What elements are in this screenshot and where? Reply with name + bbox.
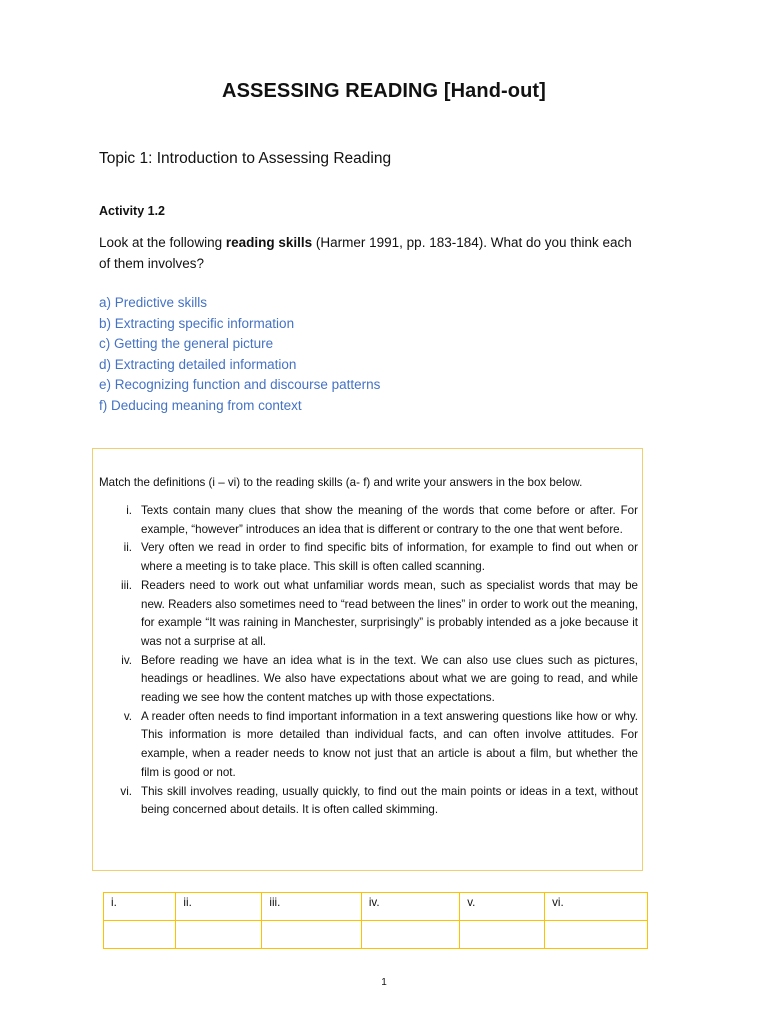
answer-cell-iv[interactable] <box>361 921 459 949</box>
definition-text: Very often we read in order to find specific bits of information, for example to find out when or where a meeting is to take place. This skill is often called scanning. <box>141 541 638 574</box>
intro-text-after: (Harmer 1991, pp. 183-184). What do you think each of them involves? <box>99 235 632 271</box>
answer-cell-iii[interactable] <box>262 921 361 949</box>
answer-cell-v[interactable] <box>460 921 545 949</box>
answer-header-ii: ii. <box>176 893 262 921</box>
definition-text: Readers need to work out what unfamiliar words mean, such as specialist words that may be new. Readers also sometimes need to “read between the lines” in order to work out the meaning, for example “It was raining in Manchester, surprisingly” is probably intended as a joke because it was not a surprise at all. <box>141 578 638 648</box>
definition-number: iv. <box>121 653 132 667</box>
answer-table-header-row <box>104 893 648 921</box>
definition-number: ii. <box>123 541 132 555</box>
reading-skills-list <box>99 293 380 417</box>
intro-paragraph <box>99 232 639 274</box>
answer-header-vi: vi. <box>545 893 648 921</box>
page-number: 1 <box>381 977 387 988</box>
page-title: ASSESSING READING [Hand-out] <box>222 80 546 102</box>
answer-table-input-row <box>104 921 648 949</box>
definition-text: This skill involves reading, usually quickly, to find out the main points or ideas in a text, without being concerned about details. It is often called skimming. <box>141 784 638 817</box>
definition-item <box>100 652 638 708</box>
skill-item-d: d) Extracting detailed information <box>99 356 297 372</box>
skill-item-b: b) Extracting specific information <box>99 315 295 331</box>
definition-number: v. <box>123 709 132 723</box>
definition-number: iii. <box>121 578 132 592</box>
definition-text: Before reading we have an idea what is in the text. We can also use clues such as pictures, headings or headlines. We also have expectations about what we are going to read, and while reading we see how the content matches up with those expectations. <box>141 653 638 705</box>
answer-header-v: v. <box>460 893 545 921</box>
definition-item <box>100 783 638 820</box>
skill-item-f: f) Deducing meaning from context <box>99 397 302 413</box>
definition-number: i. <box>126 504 132 517</box>
skill-item-e: e) Recognizing function and discourse patterns <box>99 377 381 393</box>
answer-table <box>103 892 648 949</box>
answer-cell-vi[interactable] <box>545 921 648 949</box>
skill-item-a: a) Predictive skills <box>99 295 208 310</box>
match-instruction: Match the definitions (i – vi) to the reading skills (a- f) and write your answers in the box below. <box>99 476 583 489</box>
definition-text: A reader often needs to find important information in a text answering questions like how or why. This information is more detailed than individual facts, and can often involve attitudes. For example, when a reader needs to know not just that an article is about a film, but whether the film is good or not. <box>141 709 638 779</box>
topic-heading: Topic 1: Introduction to Assessing Reading <box>99 150 392 167</box>
definition-item <box>100 577 638 652</box>
definition-text: Texts contain many clues that show the meaning of the words that come before or after. For example, “however” introduces an idea that is different or contrary to the one that went before. <box>141 504 638 536</box>
definition-item <box>100 502 638 539</box>
skill-item-c: c) Getting the general picture <box>99 336 274 352</box>
definition-item <box>100 539 638 576</box>
answer-header-iv: iv. <box>361 893 459 921</box>
answer-cell-i[interactable] <box>104 921 176 949</box>
answer-cell-ii[interactable] <box>176 921 262 949</box>
answer-header-iii: iii. <box>262 893 361 921</box>
definition-item <box>100 708 638 783</box>
intro-text-before: Look at the following <box>99 235 226 250</box>
activity-heading: Activity 1.2 <box>99 204 166 218</box>
intro-text-bold: reading skills <box>225 235 313 250</box>
answer-header-i: i. <box>104 893 176 921</box>
definition-number: vi. <box>120 784 132 798</box>
definitions-list <box>100 502 638 820</box>
